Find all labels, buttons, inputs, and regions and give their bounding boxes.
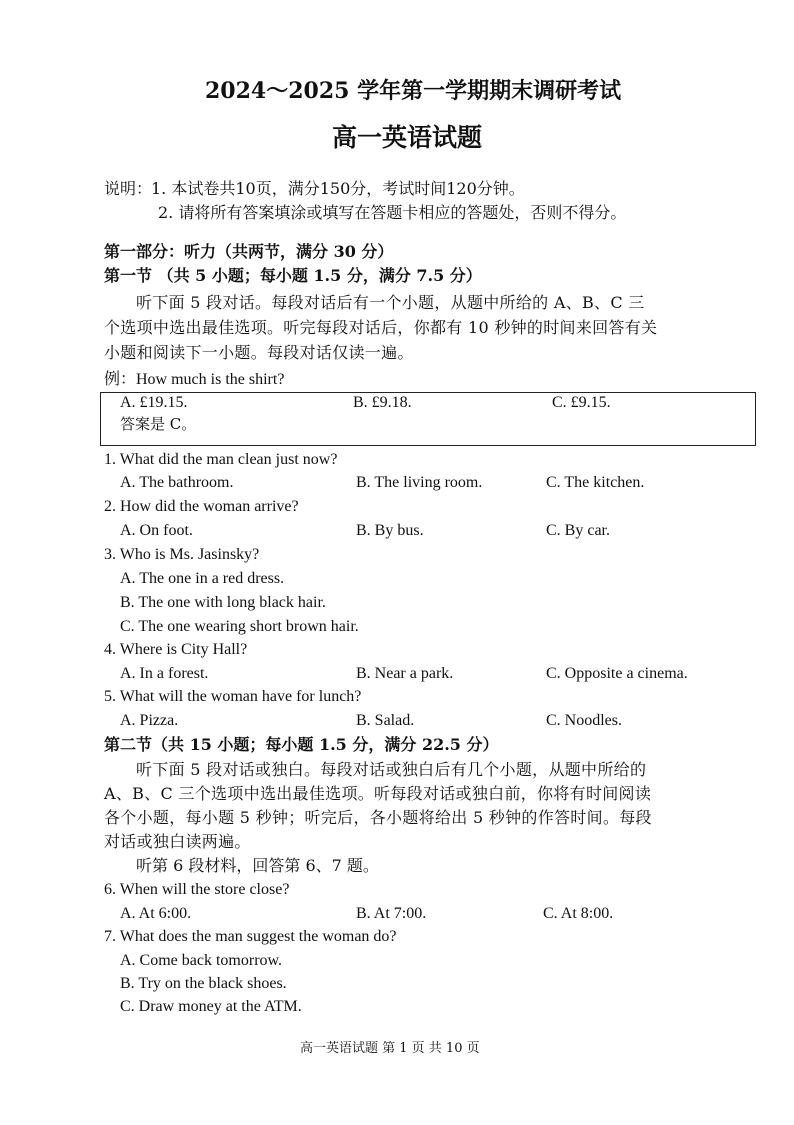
question-4-option-a: A. In a forest.: [120, 665, 209, 682]
exam-title: 2024～2025 学年第一学期期末调研考试: [205, 78, 622, 104]
part1-title: 第一部分：听力（共两节，满分 30 分）: [104, 242, 394, 261]
page-footer: 高一英语试题 第 1 页 共 10 页: [300, 1041, 480, 1056]
question-4-option-c: C. Opposite a cinema.: [546, 665, 688, 682]
question-2-option-b: B. By bus.: [356, 522, 424, 539]
question-6-option-c: C. At 8:00.: [543, 905, 614, 922]
section1-directions-line-3: 小题和阅读下一小题。每段对话仅读一遍。: [104, 343, 414, 362]
question-5-option-a: A. Pizza.: [120, 712, 179, 729]
question-7-stem: 7. What does the man suggest the woman do?: [104, 928, 397, 945]
question-3-stem: 3. Who is Ms. Jasinsky?: [104, 546, 260, 563]
example-answer: 答案是 C。: [120, 415, 197, 433]
question-1-option-c: C. The kitchen.: [546, 474, 645, 491]
question-5-option-c: C. Noodles.: [546, 712, 622, 729]
question-3-option-b: B. The one with long black hair.: [120, 594, 326, 611]
example-option-c: C. £9.15.: [552, 394, 611, 411]
question-6-stem: 6. When will the store close?: [104, 881, 290, 898]
question-7-option-b: B. Try on the black shoes.: [120, 975, 287, 992]
example-question: 例：How much is the shirt?: [104, 371, 285, 388]
question-4-option-b: B. Near a park.: [356, 665, 454, 682]
section1-directions-line-1: 听下面 5 段对话。每段对话后有一个小题，从题中所给的 A、B、C 三: [136, 293, 645, 312]
example-option-a: A. £19.15.: [120, 394, 188, 411]
section2-directions-line-2: A、B、C 三个选项中选出最佳选项。听每段对话或独白前，你将有时间阅读: [104, 784, 652, 803]
section2-directions-line-1: 听下面 5 段对话或独白。每段对话或独白后有几个小题，从题中所给的: [136, 760, 647, 779]
section2-directions-line-4: 对话或独白读两遍。: [104, 832, 251, 851]
question-7-option-a: A. Come back tomorrow.: [120, 952, 283, 969]
question-2-stem: 2. How did the woman arrive?: [104, 498, 299, 515]
question-6-option-b: B. At 7:00.: [356, 905, 427, 922]
question-3-option-c: C. The one wearing short brown hair.: [120, 618, 359, 635]
instruction-item-2: 2. 请将所有答案填涂或填写在答题卡相应的答题处，否则不得分。: [158, 203, 627, 222]
section1-directions-line-2: 个选项中选出最佳选项。听完每段对话后，你都有 10 秒钟的时间来回答有关: [104, 318, 658, 337]
question-6-option-a: A. At 6:00.: [120, 905, 192, 922]
question-1-option-b: B. The living room.: [356, 474, 483, 491]
section2-directions-line-3: 各个小题，每小题 5 秒钟；听完后，各小题将给出 5 秒钟的作答时间。每段: [104, 808, 652, 827]
question-2-option-a: A. On foot.: [120, 522, 193, 539]
question-1-stem: 1. What did the man clean just now?: [104, 451, 338, 468]
question-7-option-c: C. Draw money at the ATM.: [120, 998, 302, 1015]
instructions-label: 说明：: [104, 179, 153, 198]
instruction-item-1: 1. 本试卷共10页，满分150分，考试时间120分钟。: [151, 179, 525, 198]
question-4-stem: 4. Where is City Hall?: [104, 641, 248, 658]
section2-title: 第二节（共 15 小题；每小题 1.5 分，满分 22.5 分）: [104, 735, 499, 754]
example-option-b: B. £9.18.: [353, 394, 412, 411]
question-5-stem: 5. What will the woman have for lunch?: [104, 688, 362, 705]
example-box: [100, 392, 756, 446]
material-note: 听第 6 段材料，回答第 6、7 题。: [136, 856, 379, 875]
exam-subtitle: 高一英语试题: [332, 123, 483, 152]
question-5-option-b: B. Salad.: [356, 712, 415, 729]
section1-title: 第一节 （共 5 小题；每小题 1.5 分，满分 7.5 分）: [104, 266, 482, 285]
question-2-option-c: C. By car.: [546, 522, 610, 539]
question-3-option-a: A. The one in a red dress.: [120, 570, 285, 587]
question-1-option-a: A. The bathroom.: [120, 474, 234, 491]
